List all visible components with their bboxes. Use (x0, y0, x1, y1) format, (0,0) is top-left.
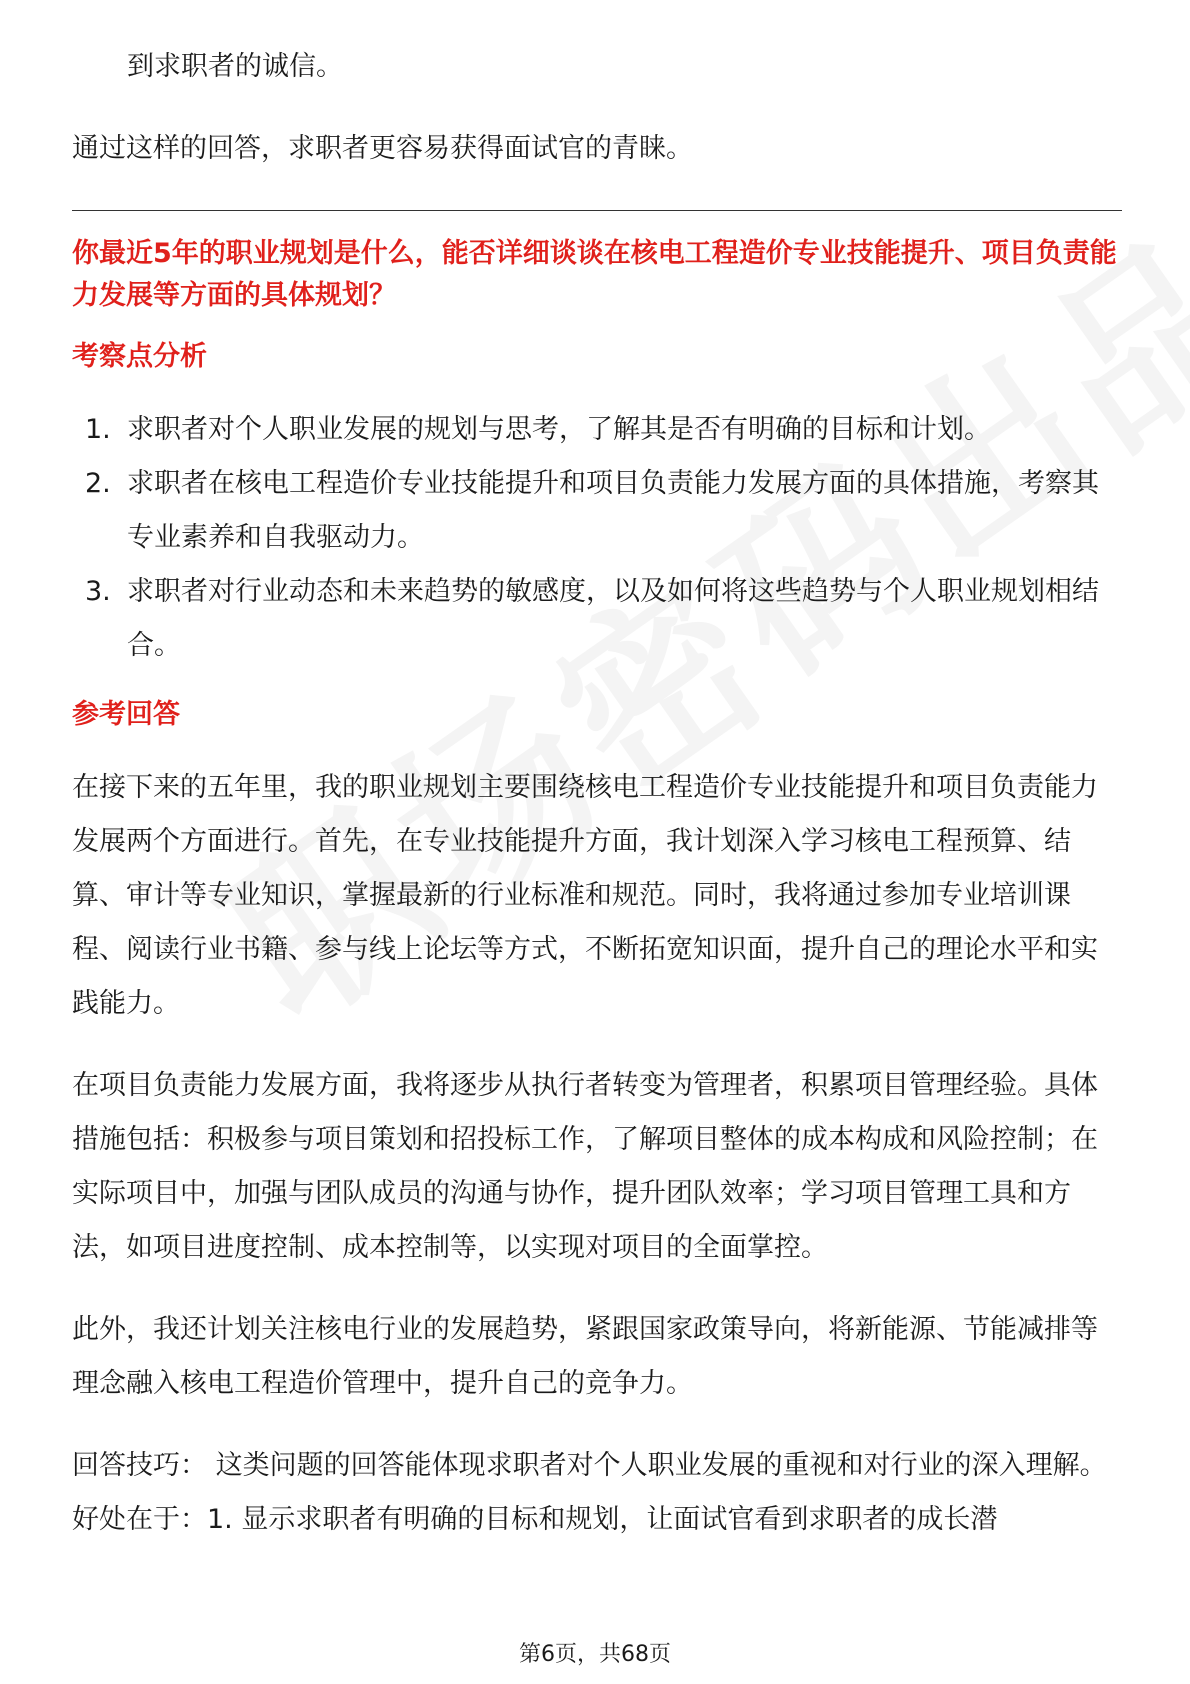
point-number: 2. (85, 468, 111, 499)
answer-paragraph: 在项目负责能力发展方面，我将逐步从执行者转变为管理者，积累项目管理经验。具体措施包括：积极参与项目策划和招投标工作，了解项目整体的成本构成和风险控制；在实际项目中，加强与团队成员的沟通与协作，提升团队效率；学习项目管理工具和方法，如项目进度控制、成本控制等，以实现对项目的全面掌控。 (72, 1070, 1098, 1263)
closing-line: 通过这样的回答，求职者更容易获得面试官的青睐。 (72, 133, 693, 164)
analysis-points (72, 403, 1122, 673)
point-text: 求职者对个人职业发展的规划与思考，了解其是否有明确的目标和计划。 (127, 414, 991, 445)
analysis-point (72, 403, 1122, 457)
question-title: 你最近5年的职业规划是什么，能否详细谈谈在核电工程造价专业技能提升、项目负责能力发展等方面的具体规划？ (72, 238, 1117, 311)
point-text: 求职者对行业动态和未来趋势的敏感度，以及如何将这些趋势与个人职业规划相结合。 (127, 576, 1099, 661)
analysis-heading: 考察点分析 (72, 341, 207, 372)
point-number: 1. (85, 414, 111, 445)
analysis-point (72, 565, 1122, 673)
point-number: 3. (85, 576, 111, 607)
answer-tips: 回答技巧： 这类问题的回答能体现求职者对个人职业发展的重视和对行业的深入理解。好处在于：1. 显示求职者有明确的目标和规划，让面试官看到求职者的成长潜 (72, 1450, 1107, 1535)
answer-paragraph: 在接下来的五年里，我的职业规划主要围绕核电工程造价专业技能提升和项目负责能力发展两个方面进行。首先，在专业技能提升方面，我计划深入学习核电工程预算、结算、审计等专业知识，掌握最新的行业标准和规范。同时，我将通过参加专业培训课程、阅读行业书籍、参与线上论坛等方式，不断拓宽知识面，提升自己的理论水平和实践能力。 (72, 772, 1098, 1019)
answer-heading: 参考回答 (72, 699, 180, 730)
answer-paragraph: 此外，我还计划关注核电行业的发展趋势，紧跟国家政策导向，将新能源、节能减排等理念融入核电工程造价管理中，提升自己的竞争力。 (72, 1314, 1098, 1399)
section-divider (72, 210, 1122, 211)
page-content (72, 40, 1122, 1575)
continuation-text: 到求职者的诚信。 (127, 51, 343, 82)
analysis-point (72, 457, 1122, 565)
point-text: 求职者在核电工程造价专业技能提升和项目负责能力发展方面的具体措施，考察其专业素养和自我驱动力。 (127, 468, 1099, 553)
page-number: 第6页，共68页 (519, 1642, 671, 1667)
